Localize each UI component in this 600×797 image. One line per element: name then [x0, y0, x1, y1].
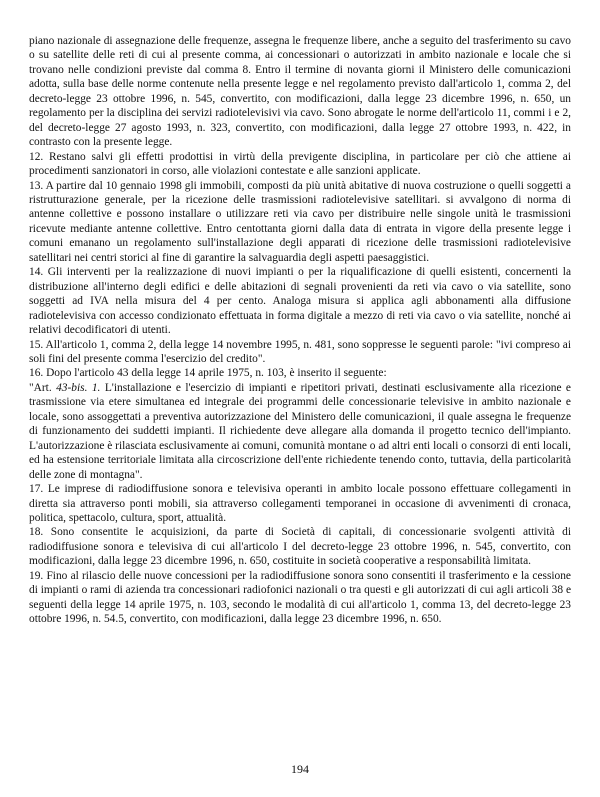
paragraph-15: 15. All'articolo 1, comma 2, della legge 14 novembre 1995, n. 481, sono soppresse le seguenti parole: "ivi compreso ai soli fini del presente comma l'esercizio del credito".: [29, 338, 571, 365]
art-quote-label: 43-bis. 1.: [56, 381, 101, 394]
document-body: [29, 34, 571, 627]
paragraph-14: 14. Gli interventi per la realizzazione di nuovi impianti o per la riqualificazione di quelli esistenti, concernenti la distribuzione all'interno degli edifici e delle abitazioni di segnali provenienti da reti via cavo o via satellite, sono soggetti ad IVA nella misura del 4 per cento. Analoga misura si applica agli abbonamenti alla diffusione radiotelevisiva con accesso condizionato effettuata in forma digitale a mezzo di reti via cavo o via satellite, nonché ai relativi decodificatori di utenti.: [29, 266, 571, 337]
paragraph-art-43-bis: [29, 381, 571, 482]
paragraph-continuation: piano nazionale di assegnazione delle frequenze, assegna le frequenze libere, anche a seguito del trasferimento su cavo o su satellite delle reti di cui al presente comma, ai concessionari o autorizzati in ambito nazionale e locale che si trovano nelle condizioni previste dal comma 8. Entro il termine di novanta giorni il Ministero delle comunicazioni adotta, sulla base delle norme contenute nella presente legge e nel regolamento previsto dall'articolo 1, comma 2, del decreto-legge 23 ottobre 1996, n. 545, convertito, con modificazioni, dalla legge 23 dicembre 1996, n. 650, un regolamento per la disciplina dei servizi radiotelevisivi via cavo. Sono abrogate le norme dell'articolo 11, commi i e 2, del decreto-legge 27 agosto 1993, n. 323, convertito, con modificazioni, dalla legge 27 ottobre 1993, n. 422, in contrasto con la presente legge.: [29, 35, 571, 149]
paragraph-17: 17. Le imprese di radiodiffusione sonora e televisiva operanti in ambito locale possono effettuare collegamenti in diretta sia attraverso ponti mobili, sia attraverso collegamenti temporanei in occasione di avvenimenti di cronaca, politica, spettacolo, cultura, sport, attualità.: [29, 483, 571, 524]
paragraph-19: 19. Fino al rilascio delle nuove concessioni per la radiodiffusione sonora sono consentiti il trasferimento e la cessione di impianti o rami di azienda tra concessionari radiofonici nazionali o tra questi e gli autorizzati di cui agli articoli 38 e seguenti della legge 14 aprile 1975, n. 103, secondo le modalità di cui all'articolo 1, comma 13, del decreto-legge 23 ottobre 1996, n. 54.5, convertito, con modificazioni, dalla legge 23 dicembre 1996, n. 650.: [29, 569, 571, 626]
page-number: 194: [291, 762, 309, 776]
paragraph-16: 16. Dopo l'articolo 43 della legge 14 aprile 1975, n. 103, è inserito il seguente:: [29, 367, 387, 380]
paragraph-18: 18. Sono consentite le acquisizioni, da parte di Società di capitali, di concessionarie svolgenti attività di radiodiffusione sonora e televisiva di cui all'articolo I del decreto-legge 23 ottobre 1996, n. 545, convertito, con modificazioni, dalla legge 23 dicembre 1996, n. 650, costituite in società cooperative a responsabilità limitata.: [29, 526, 571, 568]
paragraph-12: 12. Restano salvi gli effetti prodottisi in virtù della previgente disciplina, in particolare per ciò che attiene ai procedimenti sanzionatori in corso, alle violazioni contestate e alle sanzioni applicate.: [29, 150, 571, 178]
art-quote-body: L'installazione e l'esercizio di impianti e ripetitori privati, destinati esclusivamente alla ricezione e trasmissione via etere simultanea ed integrale dei programmi delle concessionarie televisive in ambito nazionale e locale, sono assoggettati a preventiva autorizzazione del Ministero delle comunicazioni, il quale assegna le frequenze di funzionamento dei suddetti impianti. Il richiedente deve allegare alla domanda il progetto tecnico dell'impianto. L'autorizzazione è rilasciata esclusivamente ai comuni, comunità montane o ad altri enti locali o consorzi di enti locali, ed ha estensione territoriale limitata alla circoscrizione dell'ente richiedente tenendo conto, tuttavia, della particolarità delle zone di montagna".: [29, 381, 571, 481]
paragraph-13: 13. A partire dal 10 gennaio 1998 gli immobili, composti da più unità abitative di nuova costruzione o quelli soggetti a ristrutturazione generale, per la ricezione delle trasmissioni radiotelevisive satellitari. si avvalgono di norma di antenne collettive e possono installare o utilizzare reti via cavo per distribuire nelle singole unità le trasmissioni ricevute mediante antenne collettive. Entro centottanta giorni dalla data di entrata in vigore della presente legge i comuni emanano un regolamento sull'installazione degli apparati di ricezione delle trasmissioni radiotelevisive satellitari nei centri storici al fine di garantire la salvaguardia degli aspetti paesaggistici.: [29, 179, 571, 264]
art-quote-open: "Art.: [29, 381, 57, 394]
